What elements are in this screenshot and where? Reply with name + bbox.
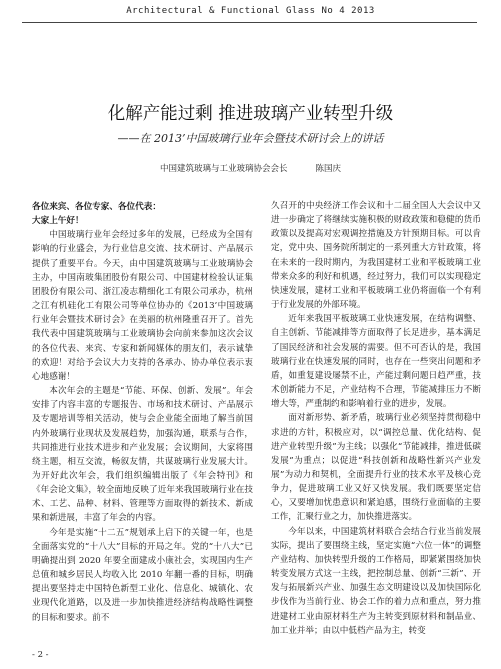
byline — [0, 162, 501, 174]
greeting-line: 大家上午好！ — [32, 216, 84, 227]
body-paragraph: 久召开的中央经济工作会议和十二届全国人大会议中又进一步确定了将继续实施积极的财政政策和稳健的货币政策以及提高对宏观调控措施及方针预期目标。可以肯定，党中央、国务院所制定的一系列重大方针政策，将在未来的一段时期内，为我国建材工业和平板玻璃工业带来众多的利好和机遇，经过努力，我们可以实现稳定快速发展，建材工业和平板玻璃工业仍将面临一个有利于行业发展的外部环境。 — [271, 201, 481, 311]
body-paragraph: 面对新形势、新矛盾，玻璃行业必须坚持贯彻稳中求进的方针，积极应对，以“调控总量、优化结构、促进产业转型升级”为主线；以强化“节能减排，推进低碳发展”为重点；以促进“科技创新和战略性新兴产业发展”为动力和契机，全面提升行业的技术水平及核心竞争力，促进玻璃工业又好又快发展。我们既要坚定信心，又要增加忧患意识和紧迫感，围绕行业面临的主要工作，汇聚行业之力，加快推进落实。 — [271, 413, 481, 523]
author-affiliation: 中国建筑玻璃与工业玻璃协会会长 — [159, 164, 288, 174]
page-number: - 2 - — [32, 650, 49, 660]
body-paragraph: 今年以来，中国建筑材料联合会结合行业当前发展实际，提出了要围绕主线，坚定实施“六位一体”的调整产业结构、加快转型升级的工作格局，即紧紧围绕加快转变发展方式这一主线，把控制总量、创新“三新”、开发与拓展新兴产业、加强生态文明建设以及加快国际化步伐作为当前行业、协会工作的着力点和重点，努力推进建材工业由原材料生产为主转变到原材料和制品业、加工业并举；由以中低档产品为主，转变 — [271, 526, 481, 636]
left-column — [32, 200, 253, 625]
journal-running-header: Architectural & Functional Glass No 4 2013 — [126, 6, 375, 16]
body-paragraph: 近年来我国平板玻璃工业快速发展，在结构调整、自主创新、节能减排等方面取得了长足进步，基本满足了国民经济和社会发展的需要。但不可否认的是，我国玻璃行业在快速发展的同时，也存在一些突出问题和矛盾，如重复建设屡禁不止，产能过剩问题日趋严重，技术创新能力不足，产业结构不合理，节能减排压力不断增大等，严重制约和影响着行业的进步，发展。 — [271, 314, 481, 410]
author-name: 陈国庆 — [315, 164, 342, 174]
right-column — [271, 199, 481, 638]
header-divider — [22, 22, 477, 23]
article-title: 化解产能过剩 推进玻璃产业转型升级 — [107, 104, 394, 124]
body-paragraph: 中国玻璃行业年会经过多年的发展，已经成为全国有影响的行业盛会，为行业信息交流、技术研讨、产品展示提供了重要平台。今天，由中国建筑玻璃与工业玻璃协会主办，中国南玻集团股份有限公司、中国建材检验认证集团股份有限公司、浙江凌志精细化工有限公司承办，杭州之江有机硅化工有限公司等单位协办的《2013’中国玻璃行业年会暨技术研讨会》在美丽的杭州隆重召开了。首先我代表中国建筑玻璃与工业玻璃协会向前来参加这次会议的各位代表、来宾、专家和新闻媒体的朋友们，表示诚挚的欢迎！对给予会议大力支持的各承办、协办单位表示衷心地感谢！ — [32, 230, 253, 382]
greeting-line: 各位来宾、各位专家、各位代表： — [32, 202, 161, 212]
body-paragraph: 本次年会的主题是“节能、环保、创新、发展”。年会安排了内容丰富的专题报告、市场和技术研讨、产品展示及专题培训等相关活动，使与会企业能全面地了解当前国内外玻璃行业现状及发展趋势，加强沟通，联系与合作，共同推进行业技术进步和产业发展；会议期间，大家将围绕主题，相互交流，畅叙友情，共谋玻璃行业发展大计。为开好此次年会，我们组织编辑出版了《年会特刊》和《年会论文集》，较全面地反映了近年来我国玻璃行业在技术、工艺、品种、材料、管理等方面取得的新技术、新成果和新进展，丰富了年会的内容。 — [32, 386, 253, 524]
body-paragraph: 今年是实施“十二五”规划承上启下的关键一年，也是全面落实党的“十八大”目标的开局之年。党的“十八大”已明确提出到 2020 年要全面建成小康社会，实现国内生产总值和城乡居民人均收入比 2010 年翻一番的目标，明确提出要坚持走中国特色新型工业化、信息化、城镇化、农业现代化道路，以及进一步加快推进经济结构战略性调整的目标和要求。前不 — [32, 527, 253, 623]
article-subtitle: ——在 2013’中国玻璃行业年会暨技术研讨会上的讲话 — [117, 132, 384, 145]
